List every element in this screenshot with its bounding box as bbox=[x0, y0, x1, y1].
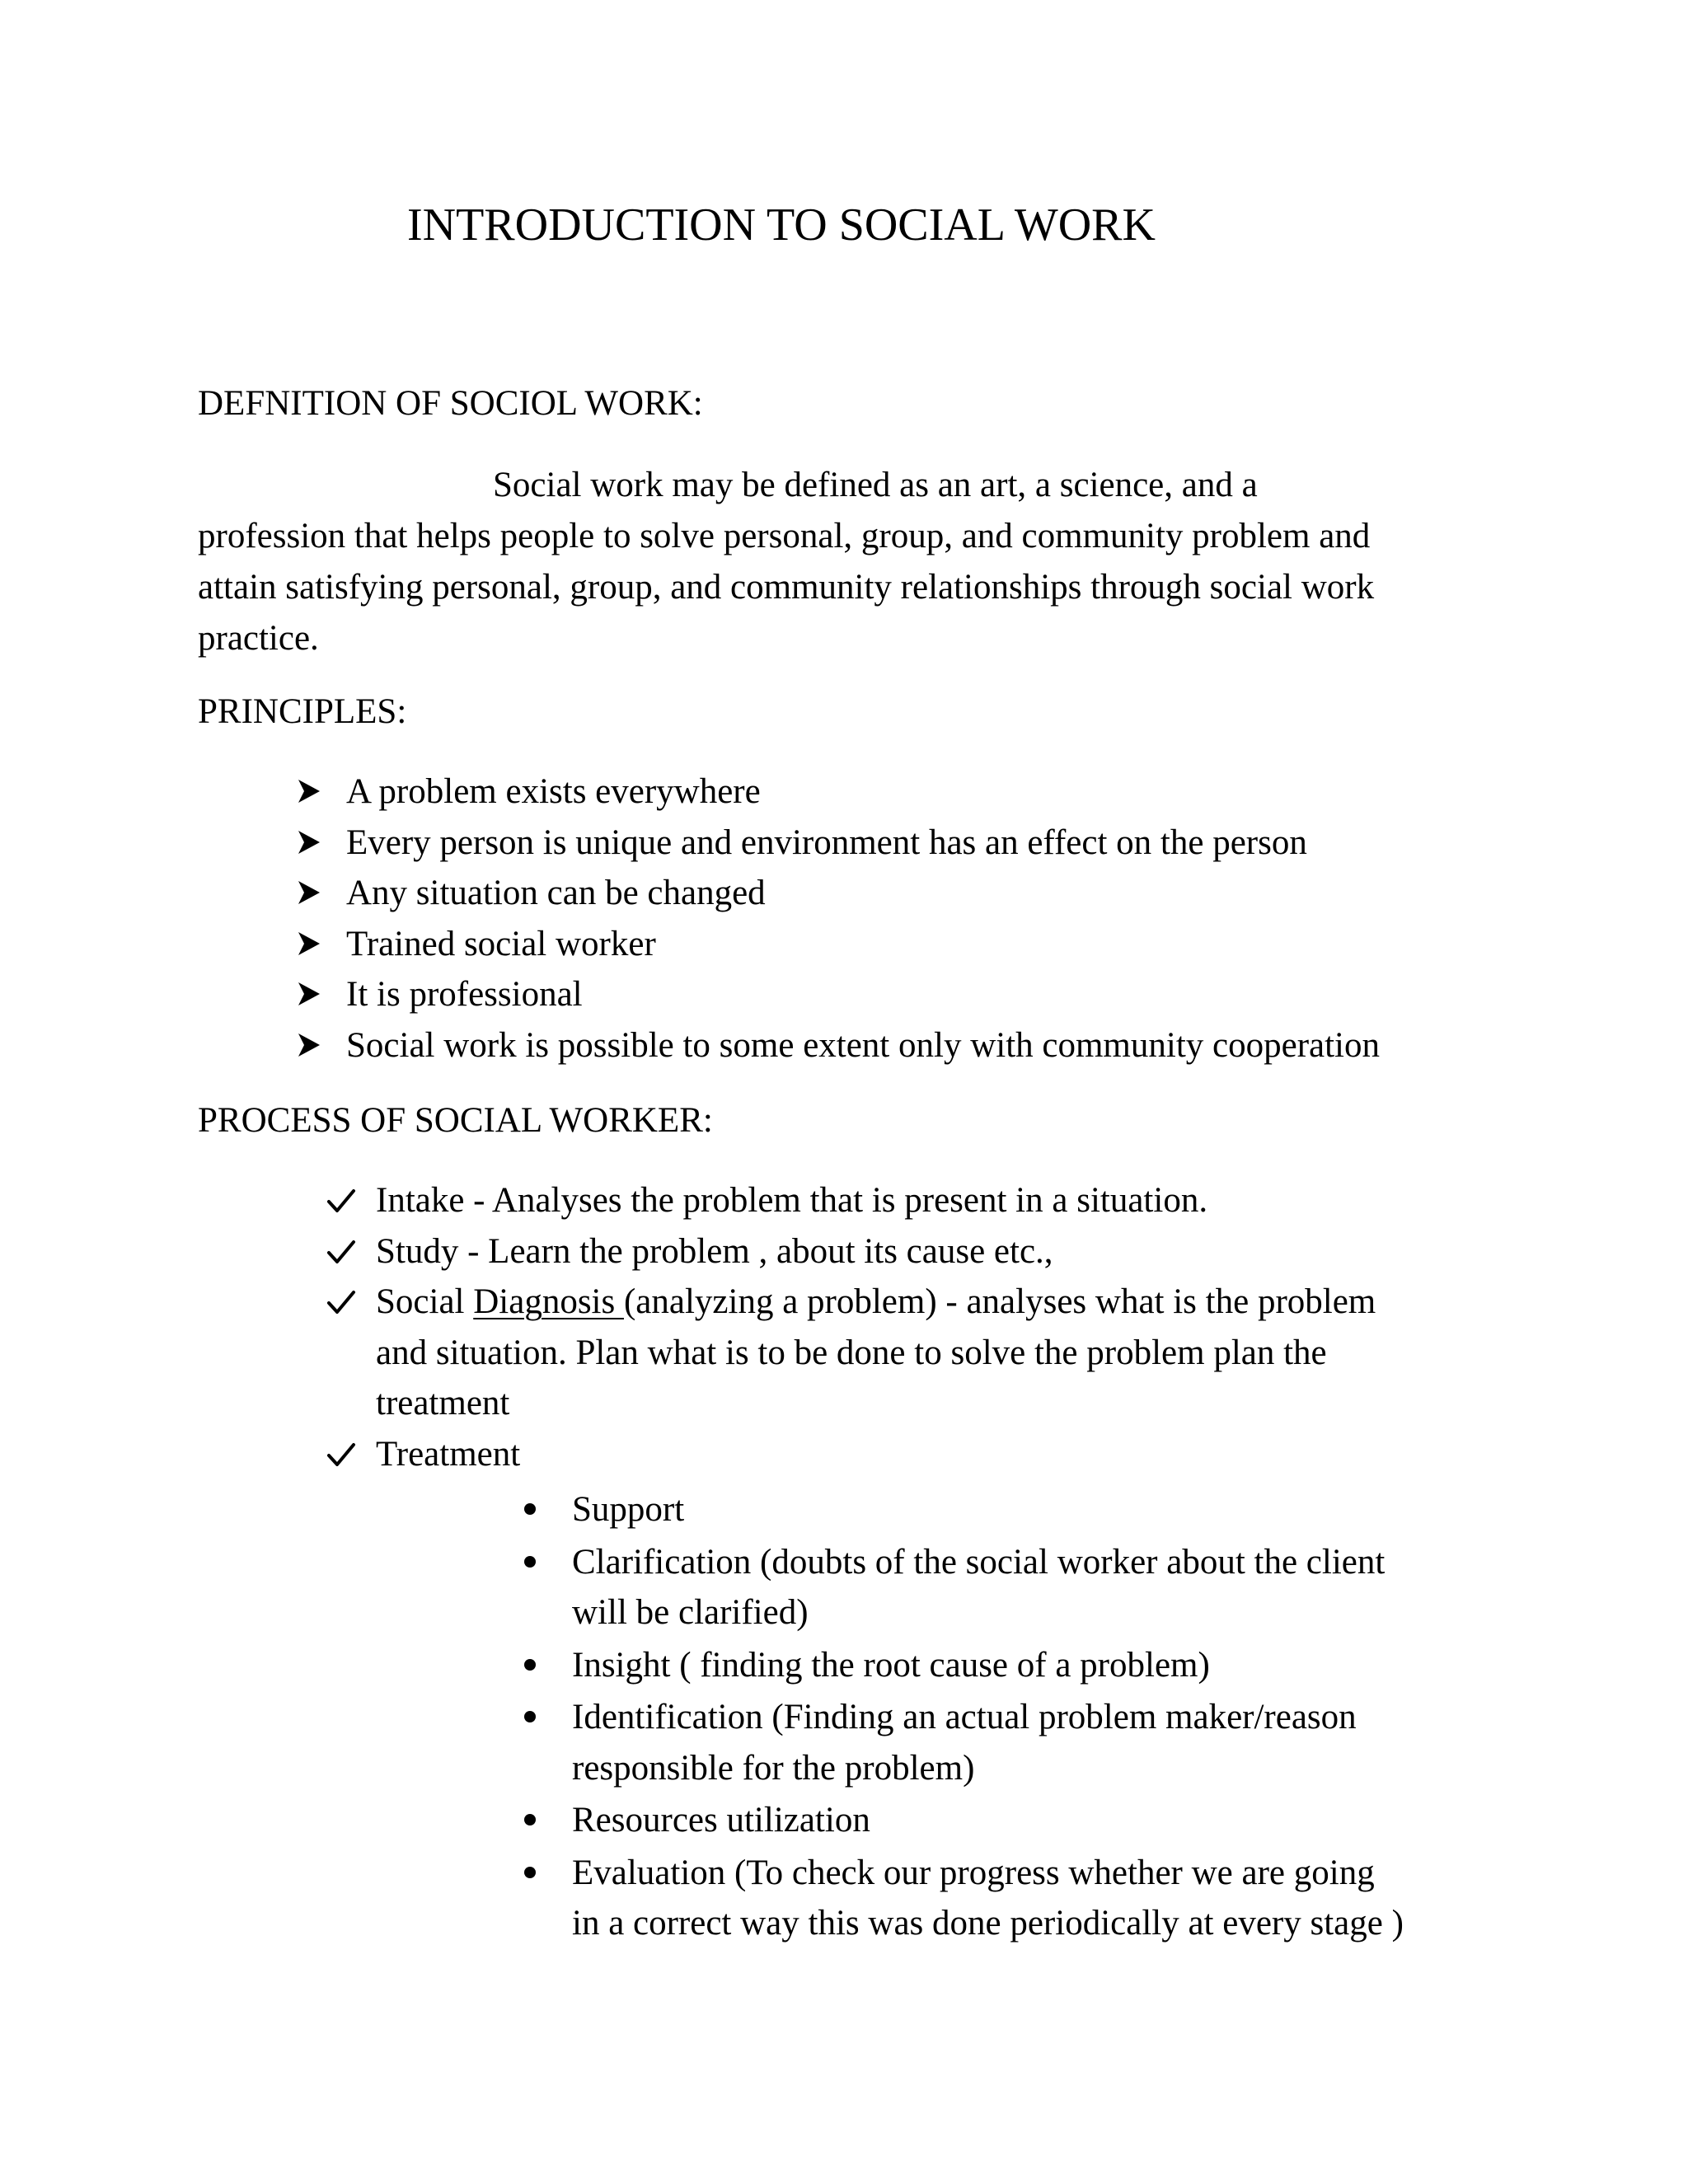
definition-line: profession that helps people to solve personal, group, and community problem and bbox=[198, 517, 1371, 555]
arrowhead-bullet-icon bbox=[297, 981, 321, 1007]
treatment-text-continued: will be clarified) bbox=[572, 1593, 809, 1632]
definition-line: Social work may be defined as an art, a science, and a bbox=[493, 466, 1258, 504]
bullet-dot-icon bbox=[524, 1556, 536, 1568]
treatment-list bbox=[519, 1484, 1508, 1951]
arrowhead-bullet-icon bbox=[297, 879, 321, 906]
principle-item bbox=[297, 969, 1517, 1020]
treatment-item bbox=[519, 1848, 1508, 1949]
bullet-dot-icon bbox=[524, 1814, 536, 1825]
diagnosis-prefix: Social bbox=[376, 1282, 474, 1321]
treatment-text: Clarification (doubts of the social worker about the client bbox=[572, 1542, 1386, 1582]
process-item-intake bbox=[326, 1175, 1497, 1226]
principle-item bbox=[297, 919, 1517, 970]
principle-text: Every person is unique and environment has an effect on the person bbox=[346, 823, 1307, 862]
principle-text: It is professional bbox=[346, 975, 583, 1014]
principle-item bbox=[297, 766, 1517, 818]
document-title: INTRODUCTION TO SOCIAL WORK bbox=[407, 199, 1156, 251]
bullet-dot-icon bbox=[524, 1867, 536, 1878]
principle-text: A problem exists everywhere bbox=[346, 772, 761, 811]
treatment-label: Treatment bbox=[376, 1434, 521, 1474]
process-item-study bbox=[326, 1226, 1497, 1277]
treatment-item bbox=[519, 1795, 1508, 1846]
treatment-item bbox=[519, 1537, 1508, 1638]
arrowhead-bullet-icon bbox=[297, 930, 321, 957]
treatment-text-continued: responsible for the problem) bbox=[572, 1748, 975, 1788]
checkmark-icon bbox=[326, 1240, 356, 1264]
treatment-text: Insight ( finding the root cause of a problem) bbox=[572, 1645, 1210, 1685]
arrowhead-bullet-icon bbox=[297, 778, 321, 804]
diagnosis-line bbox=[376, 1277, 1497, 1328]
definition-heading: DEFNITION OF SOCIOL WORK: bbox=[198, 384, 703, 423]
diagnosis-underlined-term: Diagnosis bbox=[473, 1282, 624, 1321]
bullet-dot-icon bbox=[524, 1659, 536, 1671]
diagnosis-line-2: and situation. Plan what is to be done to solve the problem plan the bbox=[376, 1333, 1327, 1372]
definition-paragraph bbox=[198, 460, 1484, 664]
process-text: Study - Learn the problem , about its cause etc., bbox=[376, 1231, 1053, 1271]
definition-line: practice. bbox=[198, 619, 319, 658]
bullet-dot-icon bbox=[524, 1503, 536, 1515]
arrowhead-bullet-icon bbox=[297, 829, 321, 855]
treatment-item bbox=[519, 1692, 1508, 1793]
principle-text: Trained social worker bbox=[346, 924, 656, 963]
treatment-text: Support bbox=[572, 1490, 685, 1529]
arrowhead-bullet-icon bbox=[297, 1032, 321, 1058]
principle-text: Any situation can be changed bbox=[346, 874, 766, 912]
process-item-treatment bbox=[326, 1429, 1497, 1480]
definition-line: attain satisfying personal, group, and community relationships through social work bbox=[198, 568, 1375, 607]
principles-heading: PRINCIPLES: bbox=[198, 692, 407, 731]
checkmark-icon bbox=[326, 1442, 356, 1467]
principle-text: Social work is possible to some extent only with community cooperation bbox=[346, 1025, 1380, 1065]
process-list bbox=[326, 1175, 1497, 1479]
treatment-text: Evaluation (To check our progress whether we are going bbox=[572, 1853, 1375, 1892]
checkmark-icon bbox=[326, 1290, 356, 1315]
diagnosis-line-3: treatment bbox=[376, 1384, 510, 1422]
process-item-diagnosis bbox=[326, 1277, 1497, 1429]
process-text: Intake - Analyses the problem that is present in a situation. bbox=[376, 1181, 1208, 1220]
principle-item bbox=[297, 1020, 1517, 1071]
principle-item bbox=[297, 818, 1517, 869]
process-heading: PROCESS OF SOCIAL WORKER: bbox=[198, 1101, 713, 1140]
treatment-text-continued: in a correct way this was done periodically at every stage ) bbox=[572, 1904, 1404, 1943]
treatment-text: Resources utilization bbox=[572, 1801, 870, 1840]
checkmark-icon bbox=[326, 1188, 356, 1213]
treatment-item bbox=[519, 1640, 1508, 1691]
principles-list bbox=[297, 766, 1517, 1071]
treatment-item bbox=[519, 1484, 1508, 1535]
principle-item bbox=[297, 868, 1517, 919]
treatment-text: Identification (Finding an actual problem maker/reason bbox=[572, 1698, 1357, 1736]
bullet-dot-icon bbox=[524, 1711, 536, 1722]
diagnosis-suffix: (analyzing a problem) - analyses what is the problem bbox=[623, 1282, 1376, 1321]
